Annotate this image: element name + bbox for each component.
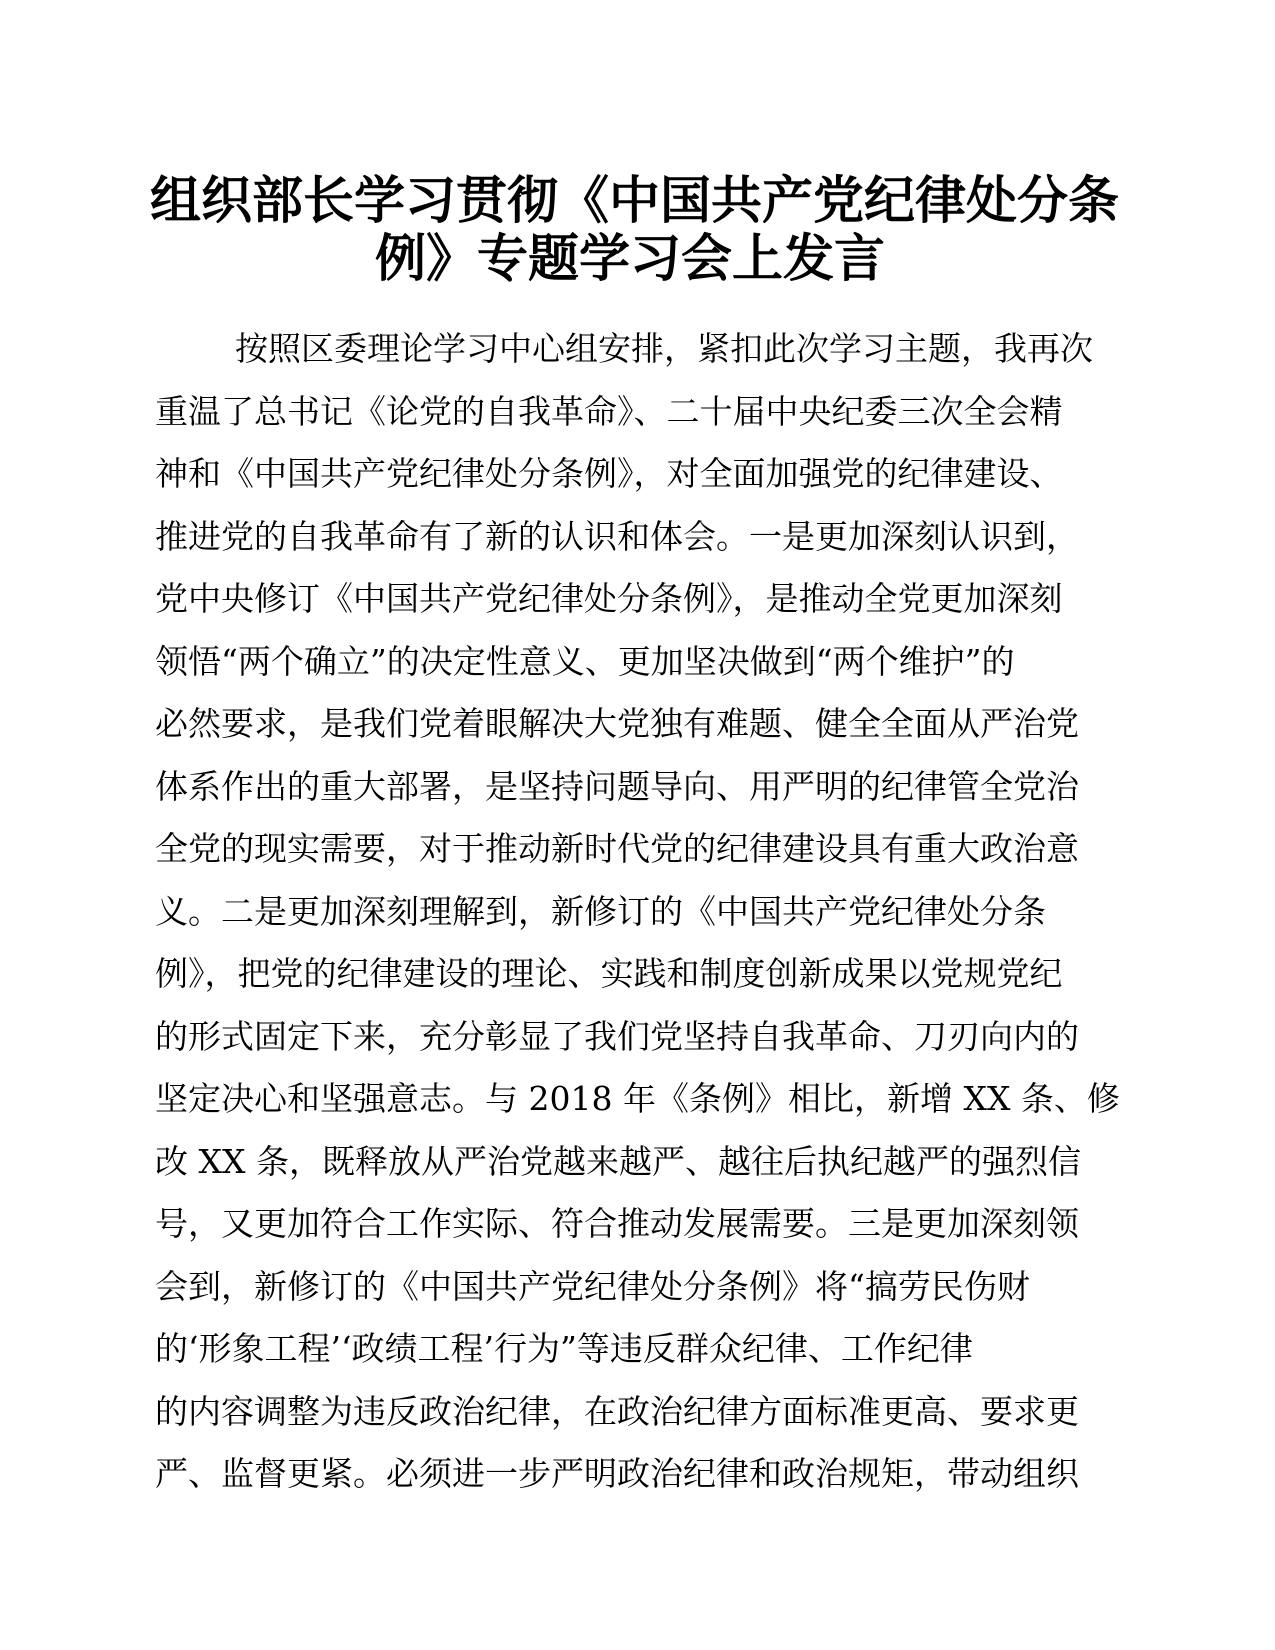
body-line: 推进党的自我革命有了新的认识和体会。一是更加深刻认识到， — [155, 516, 1079, 556]
body-line: 义。二是更加深刻理解到，新修订的《中国共产党纪律处分条 — [155, 891, 1046, 931]
body-line: 重温了总书记《论党的自我革命》、二十届中央纪委三次全会精 — [155, 391, 1063, 431]
document-title — [150, 171, 1120, 289]
title-line-2: 例》专题学习会上发言 — [374, 229, 885, 289]
body-line: 改 XX 条，既释放从严治党越来越严、越往后执纪越严的强烈信 — [155, 1141, 1081, 1181]
body-line: 的‘形象工程’‘政绩工程’行为”等违反群众纪律、工作纪律 — [155, 1329, 973, 1368]
body-line: 会到，新修订的《中国共产党纪律处分条例》将“搞劳民伤财 — [155, 1266, 1030, 1306]
body-line: 号，又更加符合工作实际、符合推动发展需要。三是更加深刻领 — [155, 1204, 1079, 1243]
title-line-1: 组织部长学习贯彻《中国共产党纪律处分条 — [150, 171, 1120, 231]
body-line: 按照区委理论学习中心组安排，紧扣此次学习主题，我再次 — [235, 329, 1093, 368]
body-line: 体系作出的重大部署，是坚持问题导向、用严明的纪律管全党治 — [155, 766, 1079, 806]
body-line: 全党的现实需要，对于推动新时代党的纪律建设具有重大政治意 — [155, 829, 1079, 868]
body-line: 必然要求，是我们党着眼解决大党独有难题、健全全面从严治党 — [155, 704, 1079, 743]
body-paragraph — [155, 318, 1120, 1506]
body-line: 神和《中国共产党纪律处分条例》，对全面加强党的纪律建设、 — [155, 454, 1063, 493]
body-line: 严、监督更紧。必须进一步严明政治纪律和政治规矩，带动组织 — [155, 1454, 1079, 1493]
body-line: 例》，把党的纪律建设的理论、实践和制度创新成果以党规党纪 — [155, 954, 1063, 993]
body-line: 领悟“两个确立”的决定性意义、更加坚决做到“两个维护”的 — [155, 641, 1015, 681]
body-line: 的形式固定下来，充分彰显了我们党坚持自我革命、刀刃向内的 — [155, 1016, 1079, 1056]
body-line: 的内容调整为违反政治纪律，在政治纪律方面标准更高、要求更 — [155, 1391, 1079, 1431]
body-line: 坚定决心和坚强意志。与 2018 年《条例》相比，新增 XX 条、修 — [155, 1079, 1120, 1118]
body-line: 党中央修订《中国共产党纪律处分条例》，是推动全党更加深刻 — [155, 579, 1063, 618]
